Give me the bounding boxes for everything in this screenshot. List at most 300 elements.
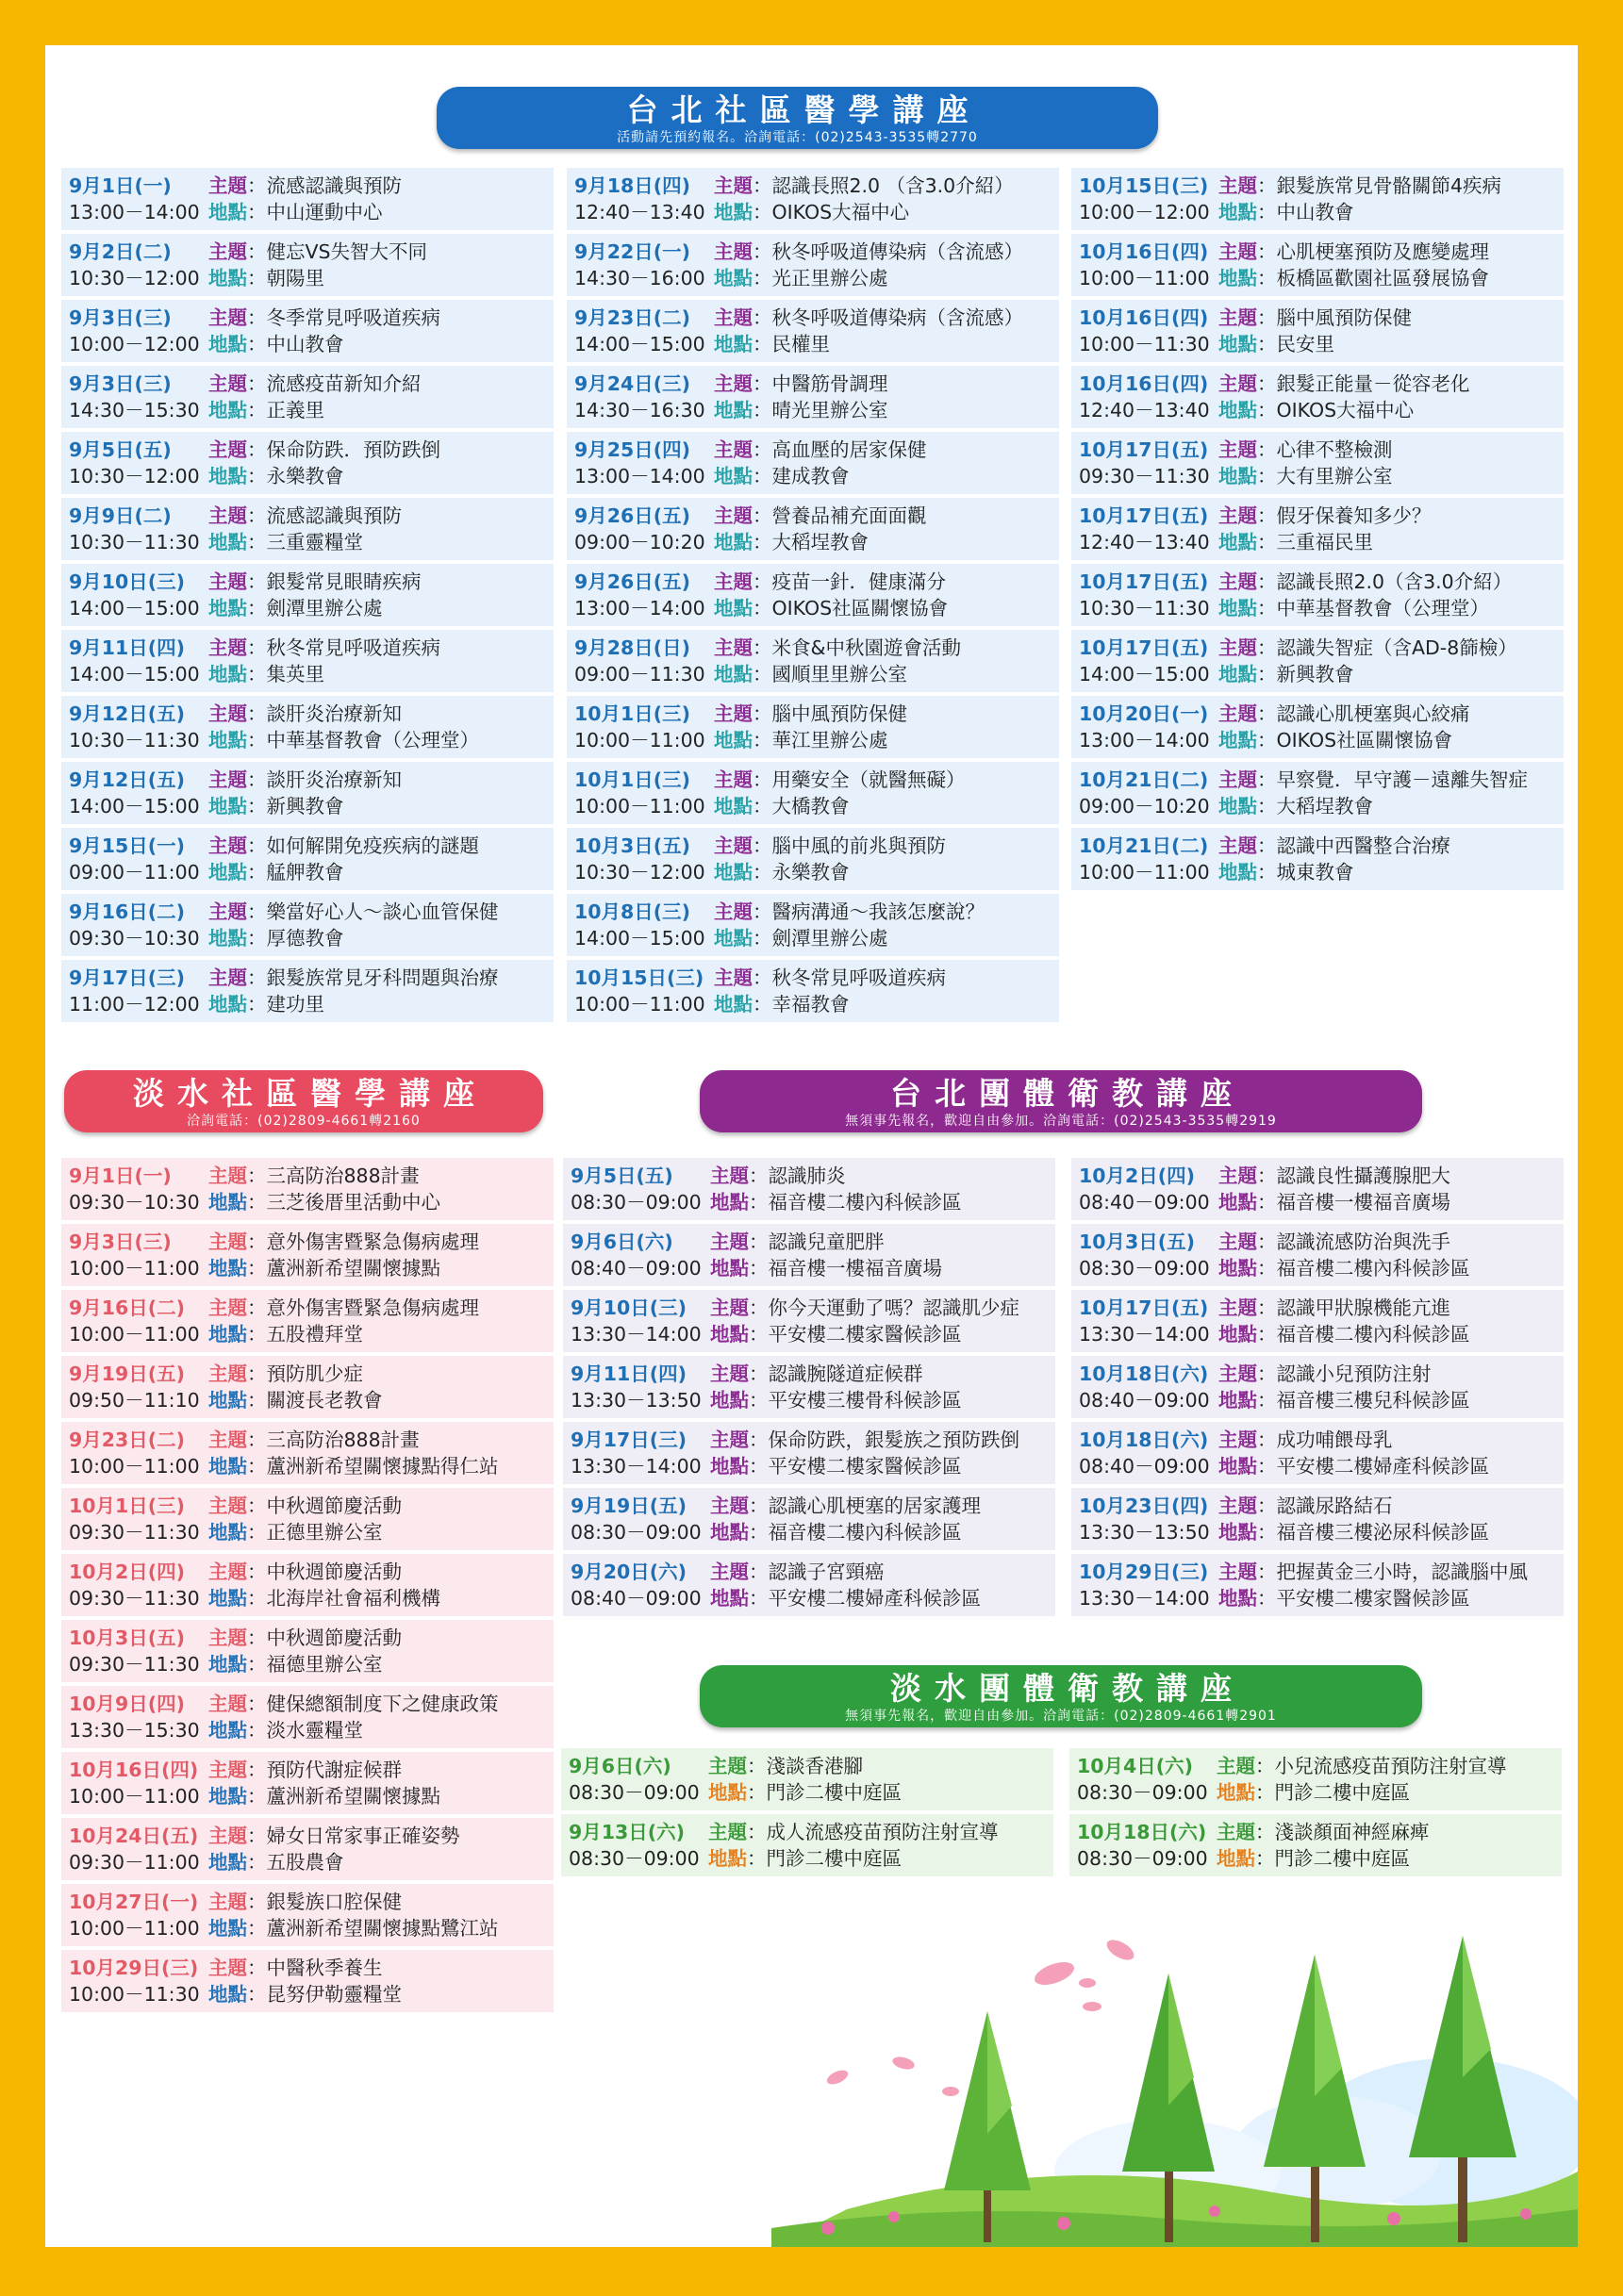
lecture-date: 9月17日(三)	[69, 966, 186, 989]
taipei-group-title: 台北團體衛教講座	[890, 1075, 1245, 1112]
lecture-subject: ：認識子宮頸癌	[749, 1561, 885, 1583]
lecture-time: 13:00－14:00	[574, 465, 705, 487]
lecture-subject: ：樂當好心人～談心血管保健	[247, 900, 499, 923]
lecture-entry	[563, 1356, 1055, 1418]
lecture-subject: ：婦女日常家事正確姿勢	[247, 1825, 460, 1847]
lecture-time: 09:00－11:30	[574, 663, 705, 685]
subject-label: 主題	[1218, 702, 1257, 725]
subject-label: 主題	[1218, 174, 1257, 197]
location-label: 地點	[1218, 663, 1257, 685]
lecture-entry	[61, 696, 554, 758]
entry-line-2	[574, 793, 1059, 819]
entry-line-1	[69, 767, 554, 793]
lecture-time: 13:30－14:00	[571, 1455, 702, 1478]
lecture-time: 10:00－11:00	[574, 795, 705, 818]
tamsui-community-banner	[64, 1070, 543, 1132]
lecture-subject: ：認識肺炎	[749, 1165, 846, 1187]
location-label: 地點	[208, 1455, 247, 1478]
location-label: 地點	[1218, 1455, 1257, 1478]
lecture-time: 08:30－09:00	[1077, 1781, 1208, 1804]
entry-line-2	[69, 1387, 554, 1413]
lecture-location: ：蘆洲新希望關懷據點鷺江站	[247, 1917, 499, 1940]
lecture-entry	[1071, 564, 1564, 626]
location-label: 地點	[714, 201, 753, 223]
lecture-location: ：福音樓三樓泌尿科候診區	[1257, 1521, 1489, 1544]
lecture-date: 9月9日(二)	[69, 504, 172, 527]
lecture-date: 10月15日(三)	[574, 966, 704, 989]
lecture-subject: ：預防肌少症	[247, 1363, 363, 1385]
lecture-entry	[61, 1488, 554, 1550]
lecture-location: ：華江里辦公處	[753, 729, 888, 752]
entry-line-1	[574, 503, 1059, 529]
lecture-entry	[61, 960, 554, 1022]
lecture-subject: ：認識中西醫整合治療	[1257, 834, 1450, 857]
location-label: 地點	[714, 729, 753, 752]
lecture-entry	[1071, 1488, 1564, 1550]
taipei-community-banner	[437, 87, 1158, 149]
lecture-subject: ：談肝炎治療新知	[247, 702, 402, 725]
lecture-entry	[61, 564, 554, 626]
location-label: 地點	[1218, 333, 1257, 355]
entry-line-2	[69, 1585, 554, 1611]
lecture-time: 14:00－15:00	[574, 333, 705, 355]
subject-label: 主題	[208, 1363, 247, 1385]
lecture-entry	[567, 828, 1059, 890]
lecture-subject: ：腦中風預防保健	[753, 702, 907, 725]
lecture-location: ：中山運動中心	[247, 201, 383, 223]
lecture-entry	[1071, 1356, 1564, 1418]
lecture-date: 9月24日(三)	[574, 372, 691, 395]
subject-label: 主題	[1218, 1561, 1257, 1583]
lecture-location: ：福音樓二樓內科候診區	[1257, 1323, 1470, 1346]
lecture-entry	[567, 432, 1059, 494]
entry-line-1	[1077, 1753, 1562, 1779]
entry-line-2	[574, 463, 1059, 489]
location-label: 地點	[710, 1587, 749, 1610]
entry-line-2	[574, 529, 1059, 555]
lecture-time: 13:00－14:00	[574, 597, 705, 619]
entry-line-2	[1079, 331, 1564, 357]
subject-label: 主題	[710, 1165, 749, 1187]
lecture-date: 9月16日(二)	[69, 1297, 186, 1319]
location-label: 地點	[714, 927, 753, 950]
location-label: 地點	[208, 333, 247, 355]
lecture-entry	[61, 1950, 554, 2012]
lecture-subject: ：認識良性攝護腺肥大	[1257, 1165, 1450, 1187]
entry-line-2	[69, 1915, 554, 1941]
lecture-location: ：昆努伊勒靈糧堂	[247, 1983, 402, 2006]
lecture-date: 10月2日(四)	[1079, 1165, 1196, 1187]
subject-label: 主題	[708, 1755, 747, 1777]
lecture-date: 10月16日(四)	[1079, 372, 1209, 395]
lecture-date: 9月18日(四)	[574, 174, 691, 197]
lecture-entry	[61, 828, 554, 890]
entry-line-1	[69, 1361, 554, 1387]
subject-label: 主題	[208, 306, 247, 329]
entry-line-1	[69, 569, 554, 595]
lecture-date: 9月3日(三)	[69, 306, 172, 329]
entry-line-2	[1079, 529, 1564, 555]
lecture-date: 10月24日(五)	[69, 1825, 199, 1847]
lecture-entry	[1071, 498, 1564, 560]
entry-line-1	[69, 1295, 554, 1321]
lecture-time: 14:30－15:30	[69, 399, 200, 421]
subject-label: 主題	[208, 1693, 247, 1715]
entry-line-1	[574, 371, 1059, 397]
lecture-time: 12:40－13:40	[1079, 531, 1210, 553]
lecture-subject: ：腦中風預防保健	[1257, 306, 1412, 329]
subject-label: 主題	[1218, 1363, 1257, 1385]
lecture-subject: ：淺談香港腳	[747, 1755, 863, 1777]
lecture-subject: ：米食&中秋園遊會活動	[753, 636, 961, 659]
location-label: 地點	[1218, 1191, 1257, 1214]
lecture-subject: ：中秋週節慶活動	[247, 1627, 402, 1649]
entry-line-2	[69, 661, 554, 687]
lecture-date: 10月29日(三)	[1079, 1561, 1209, 1583]
lecture-subject: ：高血壓的居家保健	[753, 438, 927, 461]
lecture-location: ：門診二樓中庭區	[1255, 1781, 1410, 1804]
lecture-date: 10月17日(五)	[1079, 570, 1209, 593]
lecture-date: 9月5日(五)	[571, 1165, 673, 1187]
lecture-time: 10:00－12:00	[1079, 201, 1210, 223]
entry-line-1	[69, 437, 554, 463]
entry-line-1	[574, 437, 1059, 463]
lecture-time: 14:00－15:00	[1079, 663, 1210, 685]
lecture-time: 08:30－09:00	[571, 1191, 702, 1214]
subject-label: 主題	[1218, 1429, 1257, 1451]
lecture-entry	[61, 366, 554, 428]
location-label: 地點	[208, 861, 247, 884]
entry-line-2	[574, 199, 1059, 225]
subject-label: 主題	[1218, 438, 1257, 461]
location-label: 地點	[710, 1389, 749, 1412]
lecture-location: ：正義里	[247, 399, 324, 421]
lecture-entry	[61, 1224, 554, 1286]
lecture-subject: ：認識甲狀腺機能亢進	[1257, 1297, 1450, 1319]
lecture-time: 09:50－11:10	[69, 1389, 200, 1412]
lecture-date: 9月28日(日)	[574, 636, 691, 659]
lecture-time: 13:00－14:00	[69, 201, 200, 223]
location-label: 地點	[714, 993, 753, 1016]
entry-line-1	[569, 1753, 1053, 1779]
entry-line-1	[569, 1819, 1053, 1845]
entry-line-1	[1079, 503, 1564, 529]
lecture-location: ：平安樓三樓骨科候診區	[749, 1389, 962, 1412]
entry-line-2	[69, 463, 554, 489]
lecture-location: ：城東教會	[1257, 861, 1354, 884]
entry-line-1	[1079, 1295, 1564, 1321]
location-label: 地點	[710, 1521, 749, 1544]
subject-label: 主題	[208, 900, 247, 923]
entry-line-2	[1077, 1845, 1562, 1872]
lecture-location: ：大有里辦公室	[1257, 465, 1393, 487]
location-label: 地點	[710, 1323, 749, 1346]
lecture-entry	[61, 762, 554, 824]
lecture-date: 9月11日(四)	[571, 1363, 687, 1385]
location-label: 地點	[714, 861, 753, 884]
lecture-location: ：建成教會	[753, 465, 850, 487]
entry-line-1	[574, 767, 1059, 793]
lecture-location: ：福音樓三樓兒科候診區	[1257, 1389, 1470, 1412]
lecture-location: ：大稻埕教會	[753, 531, 869, 553]
lecture-time: 10:00－11:30	[1079, 333, 1210, 355]
lecture-date: 9月17日(三)	[571, 1429, 687, 1451]
lecture-date: 9月12日(五)	[69, 702, 186, 725]
lecture-time: 09:30－11:30	[69, 1521, 200, 1544]
lecture-location: ：劍潭里辦公處	[247, 597, 383, 619]
lecture-date: 10月1日(三)	[574, 768, 691, 791]
entry-line-2	[574, 397, 1059, 423]
taipei-community-col-1	[61, 168, 554, 1026]
lecture-time: 09:30－11:30	[69, 1653, 200, 1676]
subject-label: 主題	[1218, 1297, 1257, 1319]
entry-line-1	[1079, 1427, 1564, 1453]
subject-label: 主題	[710, 1363, 749, 1385]
subject-label: 主題	[208, 1759, 247, 1781]
lecture-date: 9月10日(三)	[571, 1297, 687, 1319]
taipei-community-col-3	[1071, 168, 1564, 894]
tree-meadow-illustration	[771, 1917, 1578, 2247]
entry-line-2	[571, 1255, 1055, 1281]
entry-line-1	[69, 965, 554, 991]
lecture-subject: ：中醫筋骨調理	[753, 372, 888, 395]
lecture-time: 09:00－10:20	[1079, 795, 1210, 818]
subject-label: 主題	[1218, 504, 1257, 527]
lecture-location: ：永樂教會	[753, 861, 850, 884]
entry-line-1	[571, 1493, 1055, 1519]
lecture-subject: ：秋冬呼吸道傳染病（含流感）	[753, 240, 1023, 263]
lecture-subject: ：流感疫苗新知介紹	[247, 372, 422, 395]
subject-label: 主題	[208, 1429, 247, 1451]
lecture-time: 10:30－11:30	[1079, 597, 1210, 619]
lecture-entry	[563, 1158, 1055, 1220]
entry-line-1	[69, 503, 554, 529]
entry-line-1	[69, 1889, 554, 1915]
lecture-date: 9月25日(四)	[574, 438, 691, 461]
lecture-subject: ：意外傷害暨緊急傷病處理	[247, 1231, 479, 1253]
lecture-time: 09:00－11:00	[69, 861, 200, 884]
entry-line-1	[1079, 239, 1564, 265]
lecture-location: ：三芝後厝里活動中心	[247, 1191, 440, 1214]
location-label: 地點	[208, 597, 247, 619]
entry-line-1	[69, 1493, 554, 1519]
lecture-location: ：大橋教會	[753, 795, 850, 818]
subject-label: 主題	[1217, 1821, 1255, 1843]
lecture-subject: ：三高防治888計畫	[247, 1429, 420, 1451]
entry-line-1	[571, 1361, 1055, 1387]
entry-line-2	[1079, 1519, 1564, 1545]
lecture-date: 10月1日(三)	[574, 702, 691, 725]
lecture-entry	[1071, 828, 1564, 890]
lecture-entry	[563, 1422, 1055, 1484]
location-label: 地點	[710, 1191, 749, 1214]
lecture-date: 10月3日(五)	[69, 1627, 186, 1649]
taipei-group-col-2	[1071, 1158, 1564, 1620]
lecture-location: ：三重靈糧堂	[247, 531, 363, 553]
lecture-entry	[1071, 1158, 1564, 1220]
entry-line-2	[1079, 199, 1564, 225]
lecture-entry	[61, 1554, 554, 1616]
subject-label: 主題	[714, 834, 753, 857]
entry-line-1	[1079, 635, 1564, 661]
location-label: 地點	[1218, 597, 1257, 619]
subject-label: 主題	[1218, 240, 1257, 263]
entry-line-2	[1077, 1779, 1562, 1806]
location-label: 地點	[208, 1389, 247, 1412]
lecture-subject: ：保命防跌．預防跌倒	[247, 438, 440, 461]
lecture-time: 09:30－11:30	[1079, 465, 1210, 487]
lecture-entry	[1071, 432, 1564, 494]
lecture-date: 9月15日(一)	[69, 834, 186, 857]
entry-line-1	[1079, 767, 1564, 793]
entry-line-1	[69, 371, 554, 397]
entry-line-1	[69, 833, 554, 859]
tamsui-community-col	[61, 1158, 554, 2016]
entry-line-1	[571, 1229, 1055, 1255]
lecture-entry	[1071, 300, 1564, 362]
subject-label: 主題	[1218, 636, 1257, 659]
lecture-date: 10月23日(四)	[1079, 1495, 1209, 1517]
lecture-entry	[1069, 1748, 1562, 1810]
lecture-time: 10:00－11:00	[1079, 267, 1210, 289]
lecture-entry	[563, 1224, 1055, 1286]
subject-label: 主題	[714, 240, 753, 263]
entry-line-1	[69, 1691, 554, 1717]
location-label: 地點	[714, 267, 753, 289]
entry-line-2	[69, 397, 554, 423]
lecture-location: ：五股農會	[247, 1851, 344, 1874]
location-label: 地點	[208, 1191, 247, 1214]
entry-line-2	[1079, 1321, 1564, 1347]
lecture-entry	[561, 1748, 1053, 1810]
entry-line-2	[574, 859, 1059, 885]
location-label: 地點	[710, 1455, 749, 1478]
subject-label: 主題	[714, 900, 753, 923]
lecture-subject: ：營養品補充面面觀	[753, 504, 927, 527]
entry-line-1	[1079, 833, 1564, 859]
entry-line-2	[571, 1189, 1055, 1215]
entry-line-1	[69, 239, 554, 265]
lecture-location: ：平安樓二樓婦產科候診區	[1257, 1455, 1489, 1478]
entry-line-2	[1079, 265, 1564, 291]
subject-label: 主題	[208, 1627, 247, 1649]
entry-line-1	[574, 239, 1059, 265]
entry-line-2	[1079, 727, 1564, 753]
lecture-location: ：蘆洲新希望關懷據點得仁站	[247, 1455, 499, 1478]
lecture-date: 9月13日(六)	[569, 1821, 686, 1843]
lecture-time: 10:30－11:30	[69, 729, 200, 752]
lecture-time: 10:00－11:00	[69, 1257, 200, 1280]
subject-label: 主題	[714, 966, 753, 989]
taipei-community-title: 台北社區醫學講座	[626, 91, 982, 128]
lecture-date: 10月4日(六)	[1077, 1755, 1194, 1777]
lecture-subject: ：認識心肌梗塞與心絞痛	[1257, 702, 1470, 725]
lecture-subject: ：如何解開免疫疾病的謎題	[247, 834, 479, 857]
lecture-entry	[1071, 1422, 1564, 1484]
lecture-date: 9月2日(二)	[69, 240, 172, 263]
lecture-time: 14:30－16:30	[574, 399, 705, 421]
lecture-date: 10月17日(五)	[1079, 1297, 1209, 1319]
lecture-date: 9月6日(六)	[571, 1231, 673, 1253]
location-label: 地點	[714, 663, 753, 685]
lecture-date: 10月18日(六)	[1079, 1363, 1209, 1385]
lecture-time: 09:30－11:00	[69, 1851, 200, 1874]
lecture-time: 09:30－10:30	[69, 1191, 200, 1214]
subject-label: 主題	[1218, 372, 1257, 395]
taipei-community-subtitle: 活動請先預約報名。洽詢電話：(02)2543-3535轉2770	[617, 130, 978, 145]
lecture-time: 10:00－12:00	[69, 333, 200, 355]
lecture-location: ：門診二樓中庭區	[747, 1781, 902, 1804]
entry-line-1	[574, 305, 1059, 331]
lecture-time: 09:00－10:20	[574, 531, 705, 553]
lecture-time: 12:40－13:40	[1079, 399, 1210, 421]
location-label: 地點	[208, 1917, 247, 1940]
entry-line-2	[69, 1783, 554, 1809]
lecture-date: 9月6日(六)	[569, 1755, 671, 1777]
lecture-location: ：新興教會	[247, 795, 344, 818]
lecture-entry	[567, 564, 1059, 626]
location-label: 地點	[714, 597, 753, 619]
lecture-subject: ：認識尿路結石	[1257, 1495, 1393, 1517]
lecture-subject: ：認識腕隧道症候群	[749, 1363, 923, 1385]
entry-line-1	[1077, 1819, 1562, 1845]
lecture-date: 10月2日(四)	[69, 1561, 186, 1583]
location-label: 地點	[1217, 1781, 1255, 1804]
lecture-date: 10月17日(五)	[1079, 438, 1209, 461]
entry-line-2	[69, 331, 554, 357]
entry-line-2	[574, 331, 1059, 357]
subject-label: 主題	[208, 504, 247, 527]
entry-line-1	[69, 701, 554, 727]
entry-line-2	[1079, 793, 1564, 819]
lecture-time: 08:40－09:00	[1079, 1191, 1210, 1214]
lecture-entry	[61, 432, 554, 494]
lecture-entry	[61, 894, 554, 956]
subject-label: 主題	[1217, 1755, 1255, 1777]
lecture-time: 10:30－12:00	[574, 861, 705, 884]
lecture-location: ：中華基督教會（公理堂）	[247, 729, 479, 752]
subject-label: 主題	[714, 372, 753, 395]
lecture-location: ：福音樓一樓福音廣場	[1257, 1191, 1450, 1214]
entry-line-1	[1079, 371, 1564, 397]
lecture-location: ：平安樓二樓家醫候診區	[749, 1455, 962, 1478]
lecture-location: ：三重福民里	[1257, 531, 1373, 553]
lecture-entry	[61, 234, 554, 296]
lecture-time: 10:00－11:00	[69, 1455, 200, 1478]
entry-line-1	[69, 899, 554, 925]
lecture-time: 13:30－14:00	[1079, 1323, 1210, 1346]
entry-line-1	[574, 833, 1059, 859]
lecture-subject: ：認識心肌梗塞的居家護理	[749, 1495, 981, 1517]
entry-line-1	[1079, 569, 1564, 595]
lecture-subject: ：小兒流感疫苗預防注射宣導	[1255, 1755, 1507, 1777]
location-label: 地點	[208, 927, 247, 950]
lecture-time: 14:00－15:00	[69, 597, 200, 619]
lecture-subject: ：意外傷害暨緊急傷病處理	[247, 1297, 479, 1319]
location-label: 地點	[1218, 795, 1257, 818]
lecture-date: 10月18日(六)	[1079, 1429, 1209, 1451]
lecture-subject: ：醫病溝通～我該怎麼說？	[753, 900, 985, 923]
lecture-subject: ：秋冬常見呼吸道疾病	[753, 966, 946, 989]
lecture-location: ：淡水靈糧堂	[247, 1719, 363, 1742]
lecture-subject: ：流感認識與預防	[247, 504, 402, 527]
lecture-time: 08:30－09:00	[1079, 1257, 1210, 1280]
entry-line-2	[69, 793, 554, 819]
subject-label: 主題	[1218, 1165, 1257, 1187]
lecture-subject: ：成人流感疫苗預防注射宣導	[747, 1821, 999, 1843]
entry-line-2	[69, 1849, 554, 1875]
entry-line-1	[571, 1427, 1055, 1453]
